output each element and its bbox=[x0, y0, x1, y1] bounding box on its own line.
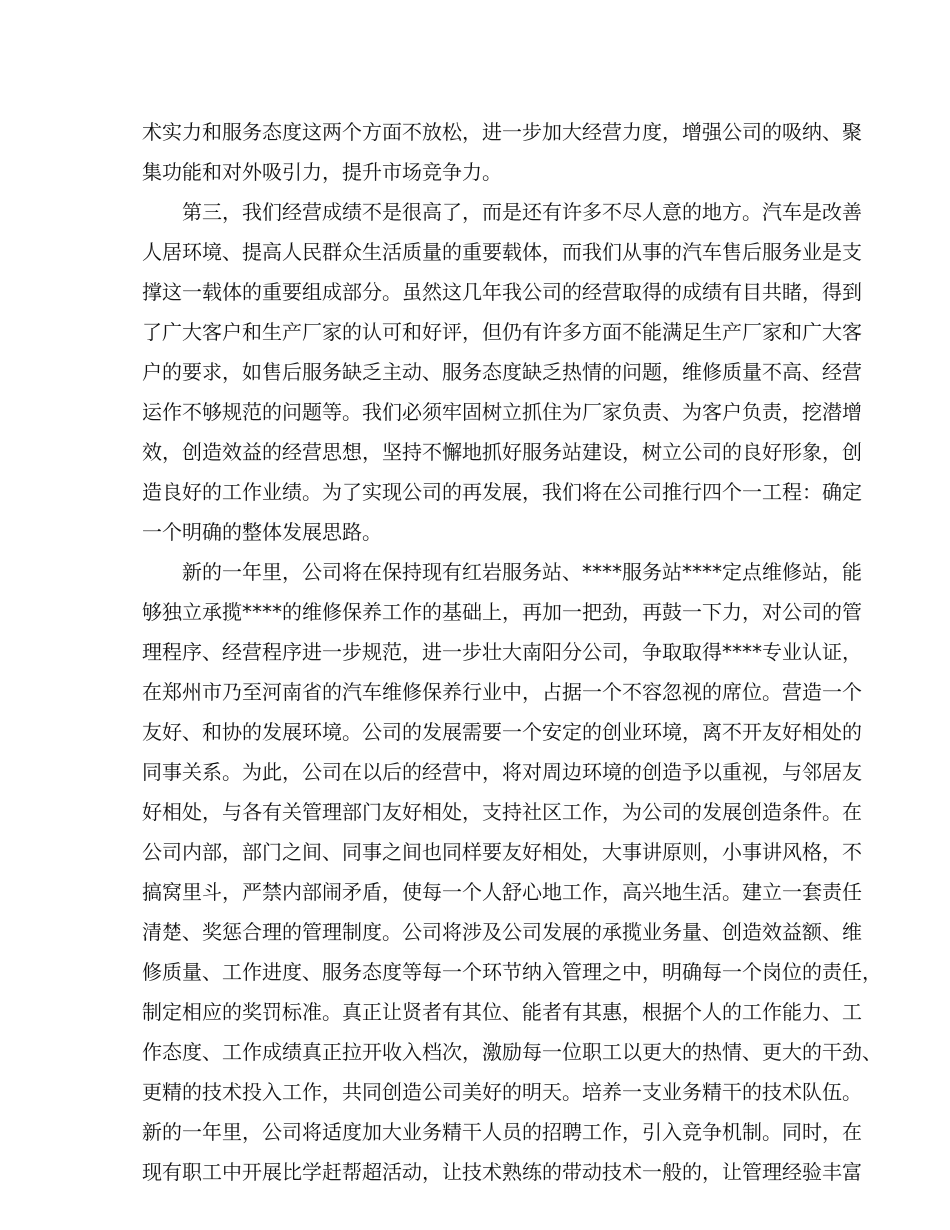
text-line: 术实力和服务态度这两个方面不放松，进一步加大经营力度，增强公司的吸纳、聚 bbox=[142, 120, 862, 144]
text-line: 更精的技术投入工作，共同创造公司美好的明天。培养一支业务精干的技术队伍。 bbox=[142, 1080, 862, 1104]
text-line: 人居环境、提高人民群众生活质量的重要载体，而我们从事的汽车售后服务业是支 bbox=[142, 240, 862, 264]
text-line: 同事关系。为此，公司在以后的经营中，将对周边环境的创造予以重视，与邻居友 bbox=[142, 760, 862, 784]
text-line: 造良好的工作业绩。为了实现公司的再发展，我们将在公司推行四个一工程：确定 bbox=[142, 480, 862, 504]
text-line: 清楚、奖惩合理的管理制度。公司将涉及公司发展的承揽业务量、创造效益额、维 bbox=[142, 920, 862, 944]
text-line: 修质量、工作进度、服务态度等每一个环节纳入管理之中，明确每一个岗位的责任， bbox=[142, 960, 882, 984]
text-line: 现有职工中开展比学赶帮超活动，让技术熟练的带动技术一般的，让管理经验丰富 bbox=[142, 1160, 862, 1184]
text-line: 搞窝里斗，严禁内部闹矛盾，使每一个人舒心地工作，高兴地生活。建立一套责任 bbox=[142, 880, 862, 904]
text-line: 作态度、工作成绩真正拉开收入档次，激励每一位职工以更大的热情、更大的干劲、 bbox=[142, 1040, 882, 1064]
text-line: 撑这一载体的重要组成部分。虽然这几年我公司的经营取得的成绩有目共睹，得到 bbox=[142, 280, 862, 304]
text-line: 在郑州市乃至河南省的汽车维修保养行业中，占据一个不容忽视的席位。营造一个 bbox=[142, 680, 862, 704]
text-line: 运作不够规范的问题等。我们必须牢固树立抓住为厂家负责、为客户负责，挖潜增 bbox=[142, 400, 862, 424]
text-line: 一个明确的整体发展思路。 bbox=[142, 520, 382, 544]
text-line: 制定相应的奖罚标准。真正让贤者有其位、能者有其惠，根据个人的工作能力、工 bbox=[142, 1000, 862, 1024]
text-line: 公司内部，部门之间、同事之间也同样要友好相处，大事讲原则，小事讲风格，不 bbox=[142, 840, 862, 864]
text-line: 效，创造效益的经营思想，坚持不懈地抓好服务站建设，树立公司的良好形象，创 bbox=[142, 440, 862, 464]
text-line: 友好、和协的发展环境。公司的发展需要一个安定的创业环境，离不开友好相处的 bbox=[142, 720, 862, 744]
text-line: 户的要求，如售后服务缺乏主动、服务态度缺乏热情的问题，维修质量不高、经营 bbox=[142, 360, 862, 384]
text-line: 理程序、经营程序进一步规范，进一步壮大南阳分公司，争取取得****专业认证， bbox=[142, 640, 862, 664]
text-line: 好相处，与各有关管理部门友好相处，支持社区工作，为公司的发展创造条件。在 bbox=[142, 800, 862, 824]
text-line: 够独立承揽****的维修保养工作的基础上，再加一把劲，再鼓一下力，对公司的管 bbox=[142, 600, 862, 624]
text-line: 新的一年里，公司将适度加大业务精干人员的招聘工作，引入竞争机制。同时，在 bbox=[142, 1120, 862, 1144]
text-line: 集功能和对外吸引力，提升市场竞争力。 bbox=[142, 160, 502, 184]
text-line: 了广大客户和生产厂家的认可和好评，但仍有许多方面不能满足生产厂家和广大客 bbox=[142, 320, 862, 344]
text-line: 新的一年里，公司将在保持现有红岩服务站、****服务站****定点维修站，能 bbox=[142, 560, 862, 584]
text-line: 第三，我们经营成绩不是很高了，而是还有许多不尽人意的地方。汽车是改善 bbox=[142, 200, 862, 224]
